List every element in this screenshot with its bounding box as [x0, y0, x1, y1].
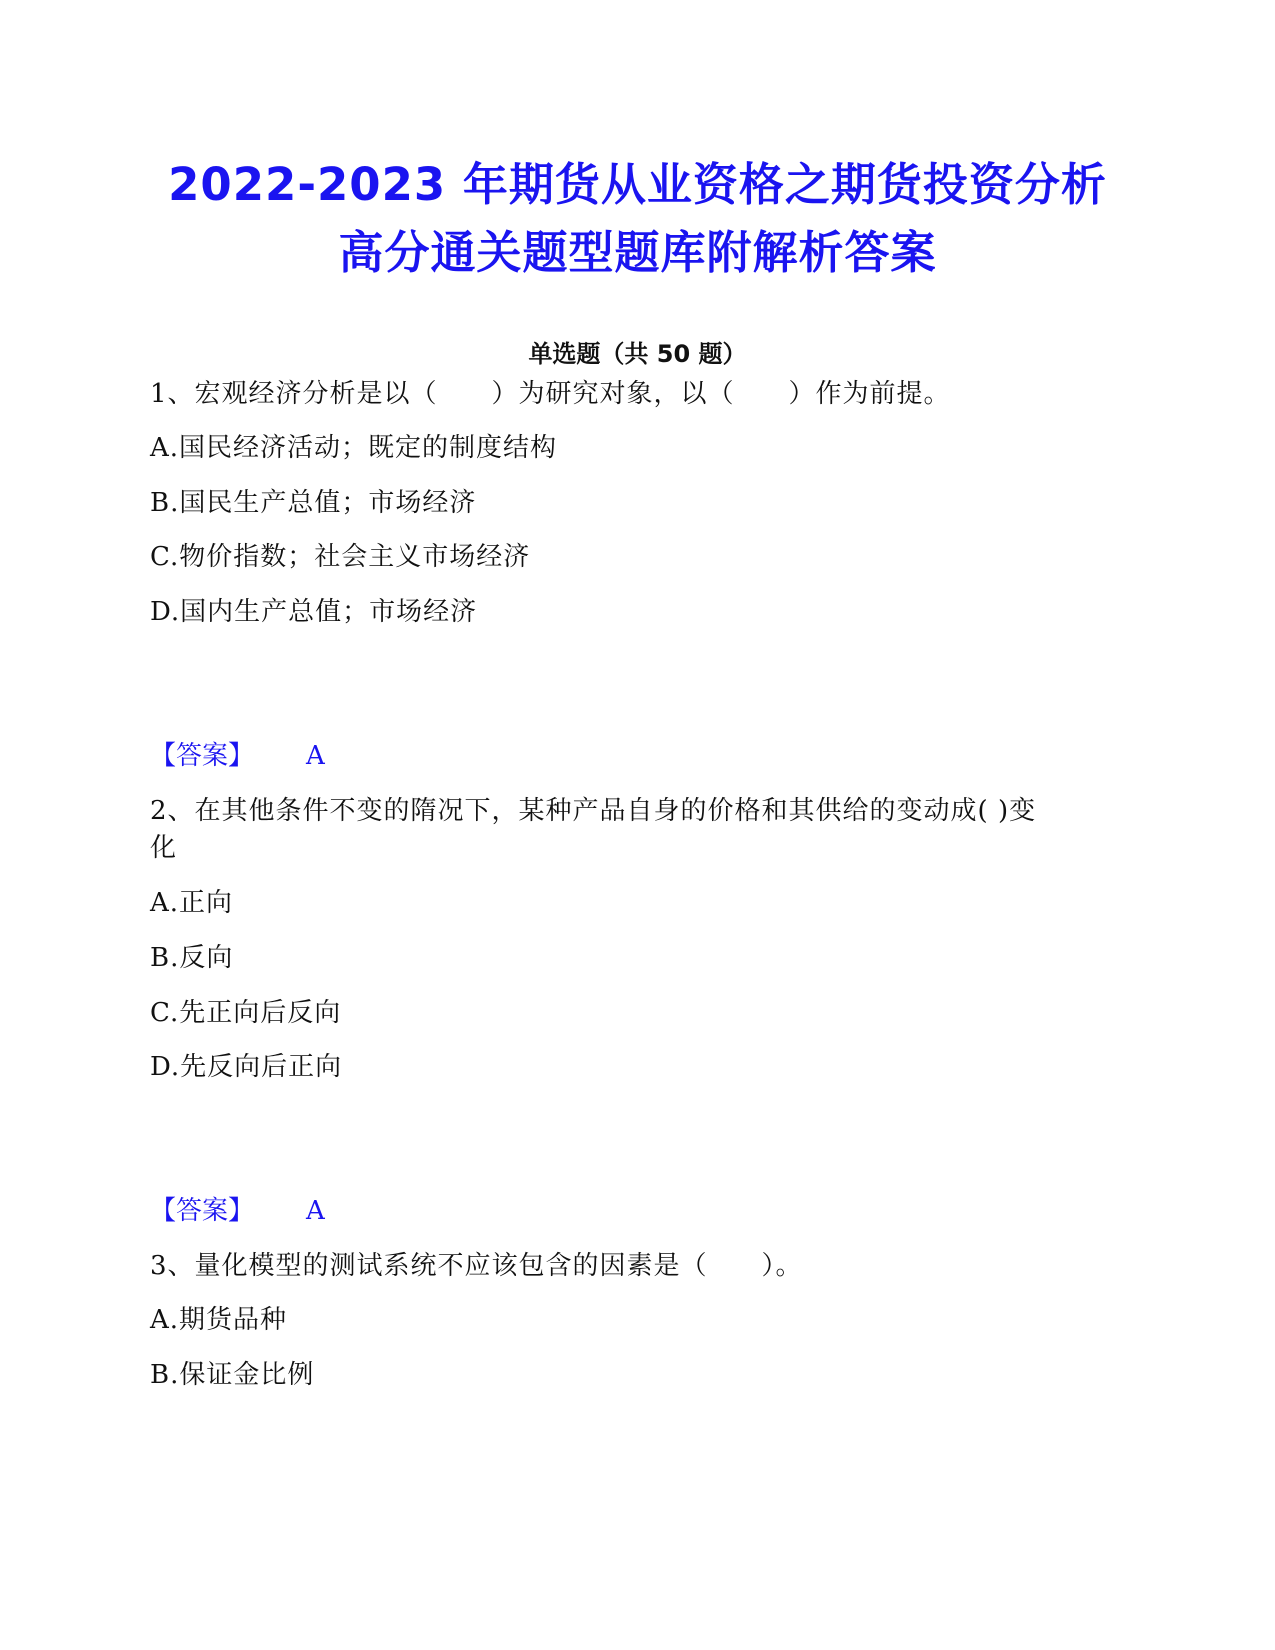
answer-value: A	[306, 741, 325, 771]
question-2-stem-line-1: 2、在其他条件不变的隋况下，某种产品自身的价格和其供给的变动成( )变	[150, 796, 1037, 826]
question-1-stem: 1、宏观经济分析是以（ ）为研究对象，以（ ）作为前提。	[150, 379, 951, 409]
question-2-option-c: C.先正向后反向	[150, 998, 342, 1028]
answer-value: A	[306, 1196, 325, 1226]
question-1-option-b: B.国民生产总值；市场经济	[150, 488, 477, 518]
question-2-answer	[150, 1193, 325, 1229]
document-title-line-2: 高分通关题型题库附解析答案	[338, 226, 937, 279]
question-2-stem-line-2: 化	[150, 833, 178, 863]
section-heading: 单选题（共 50 题）	[528, 340, 747, 368]
question-2-option-a: A.正向	[150, 888, 234, 918]
question-1-option-d: D.国内生产总值；市场经济	[150, 597, 478, 627]
question-3-stem: 3、量化模型的测试系统不应该包含的因素是（ ）。	[150, 1251, 803, 1281]
question-1-answer	[150, 738, 325, 774]
question-3-option-b: B.保证金比例	[150, 1360, 315, 1390]
answer-label: 【答案】	[150, 741, 255, 771]
question-1-option-c: C.物价指数；社会主义市场经济	[150, 542, 531, 572]
answer-label: 【答案】	[150, 1196, 255, 1226]
document-title-line-1: 2022-2023 年期货从业资格之期货投资分析	[168, 158, 1107, 211]
question-2-option-b: B.反向	[150, 943, 234, 973]
question-2-option-d: D.先反向后正向	[150, 1052, 343, 1082]
question-3-option-a: A.期货品种	[150, 1305, 288, 1335]
question-1-option-a: A.国民经济活动；既定的制度结构	[150, 433, 558, 463]
